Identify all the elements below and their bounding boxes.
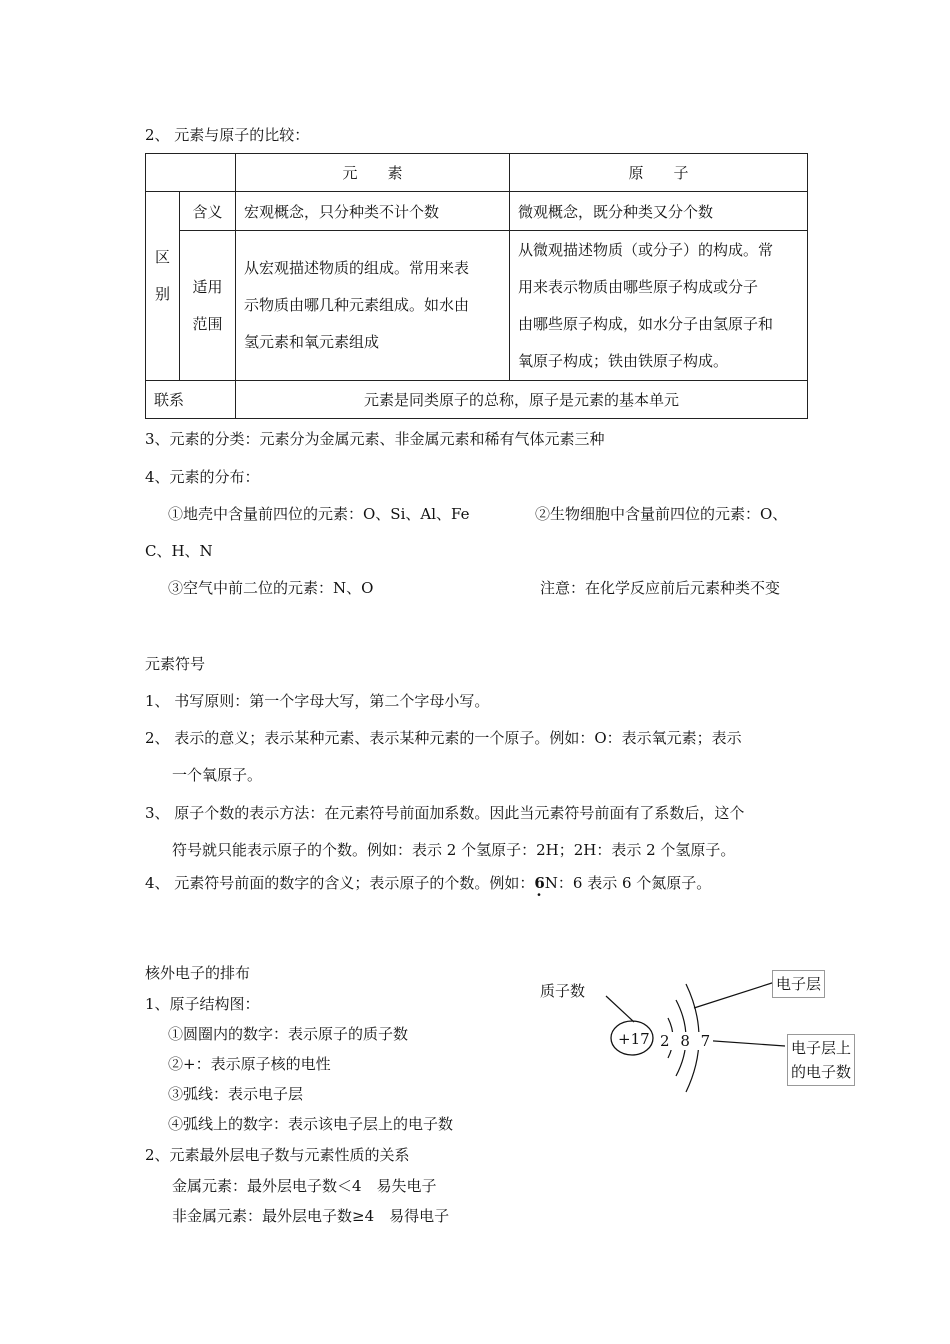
atom-scope [510, 231, 808, 381]
row-label-scope: 适用范围 [192, 277, 223, 333]
electrons-item-3: ③弧线：表示电子层 [168, 1085, 304, 1103]
atom-scope-line: 用来表示物质由哪些原子构成或分子 [518, 277, 759, 296]
distribution-item-crust: ①地壳中含量前四位的元素：O、Si、Al、Fe [168, 505, 470, 523]
count-label-line: 的电子数 [791, 1063, 852, 1081]
symbols-rule-3-cont: 符号就只能表示原子的个数。例如：表示 2 个氢原子：2H；2H：表示 2 个氢原子。 [172, 841, 736, 859]
table-corner [146, 154, 236, 192]
electrons-title: 核外电子的排布 [145, 964, 251, 982]
symbols-rule-2-cont: 一个氧原子。 [172, 766, 263, 784]
electrons-item-4: ④弧线上的数字：表示该电子层上的电子数 [168, 1115, 454, 1133]
group-label-cell [146, 192, 180, 381]
atom-meaning: 微观概念，既分种类又分个数 [510, 192, 808, 231]
shell-count: 8 [680, 1032, 693, 1050]
shell-count: 7 [700, 1032, 714, 1050]
symbols-rule-1: 1、 书写原则：第一个字母大写，第二个字母小写。 [145, 692, 490, 710]
electrons-s1: 1、原子结构图： [145, 995, 260, 1013]
header-atom: 原 子 [510, 154, 808, 192]
distribution-item-cell-cont: C、H、N [145, 542, 213, 560]
count-label-line: 电子层上 [791, 1039, 852, 1057]
symbols-rule-4-example: N：6 表示 6 个氮原子。 [544, 874, 712, 892]
metal-rule: 金属元素：最外层电子数＜4 易失电子 [172, 1177, 437, 1195]
symbols-title: 元素符号 [145, 655, 206, 673]
nucleus-charge: +17 [618, 1030, 650, 1048]
electrons-item-2: ②+：表示原子核的电性 [168, 1055, 331, 1073]
distribution-title: 4、元素的分布： [145, 468, 260, 486]
symbols-rule-4 [145, 872, 711, 893]
header-element: 元 素 [236, 154, 510, 192]
proton-pointer [606, 996, 634, 1022]
nonmetal-rule: 非金属元素：最外层电子数≥4 易得电子 [172, 1207, 450, 1225]
atom-scope-line: 从微观描述物质（或分子）的构成。常 [518, 240, 774, 259]
atom-scope-line: 氧原子构成；铁由铁原子构成。 [518, 351, 729, 370]
group-label: 区别 [153, 249, 171, 323]
element-scope-line: 氢元素和氧元素组成 [244, 333, 380, 351]
symbols-rule-4-text: 4、 元素符号前面的数字的含义；表示原子的个数。例如： [145, 874, 535, 892]
distribution-note: 注意：在化学反应前后元素种类不变 [540, 579, 781, 597]
electrons-item-1: ①圆圈内的数字：表示原子的质子数 [168, 1025, 409, 1043]
shell-label-box: 电子层 [772, 970, 825, 998]
element-scope-line: 从宏观描述物质的组成。常用来表 [244, 259, 470, 277]
atom-structure-diagram [530, 960, 890, 1130]
row-label-meaning: 含义 [180, 192, 236, 231]
symbols-rule-3: 3、 原子个数的表示方法：在元素符号前面加系数。因此当元素符号前面有了系数后，这个 [145, 804, 745, 822]
shell-counts [660, 1032, 713, 1050]
proton-label: 质子数 [540, 982, 586, 1000]
shell-pointer [694, 982, 775, 1008]
atom-scope-line: 由哪些原子构成，如水分子由氢原子和 [518, 314, 774, 333]
section-title-compare: 2、 元素与原子的比较： [145, 126, 310, 144]
row-label-scope-cell [180, 231, 236, 381]
element-meaning: 宏观概念，只分种类不计个数 [236, 192, 510, 231]
coefficient: 6 . [534, 874, 544, 892]
element-scope-line: 示物质由哪几种元素组成。如水由 [244, 296, 470, 314]
classification-line: 3、元素的分类：元素分为金属元素、非金属元素和稀有气体元素三种 [145, 430, 605, 448]
distribution-item-air: ③空气中前二位的元素：N、O [168, 579, 374, 597]
link-text: 元素是同类原子的总称，原子是元素的基本单元 [236, 381, 808, 419]
electrons-s2: 2、元素最外层电子数与元素性质的关系 [145, 1146, 410, 1164]
comparison-table [145, 153, 808, 419]
distribution-item-cell: ②生物细胞中含量前四位的元素：O、 [535, 505, 788, 523]
element-scope [236, 231, 510, 381]
symbols-rule-2: 2、 表示的意义；表示某种元素、表示某种元素的一个原子。例如：O：表示氧元素；表示 [145, 729, 742, 747]
row-label-link: 联系 [146, 381, 236, 419]
shell-count: 2 [660, 1032, 673, 1050]
count-label-box [787, 1034, 855, 1086]
